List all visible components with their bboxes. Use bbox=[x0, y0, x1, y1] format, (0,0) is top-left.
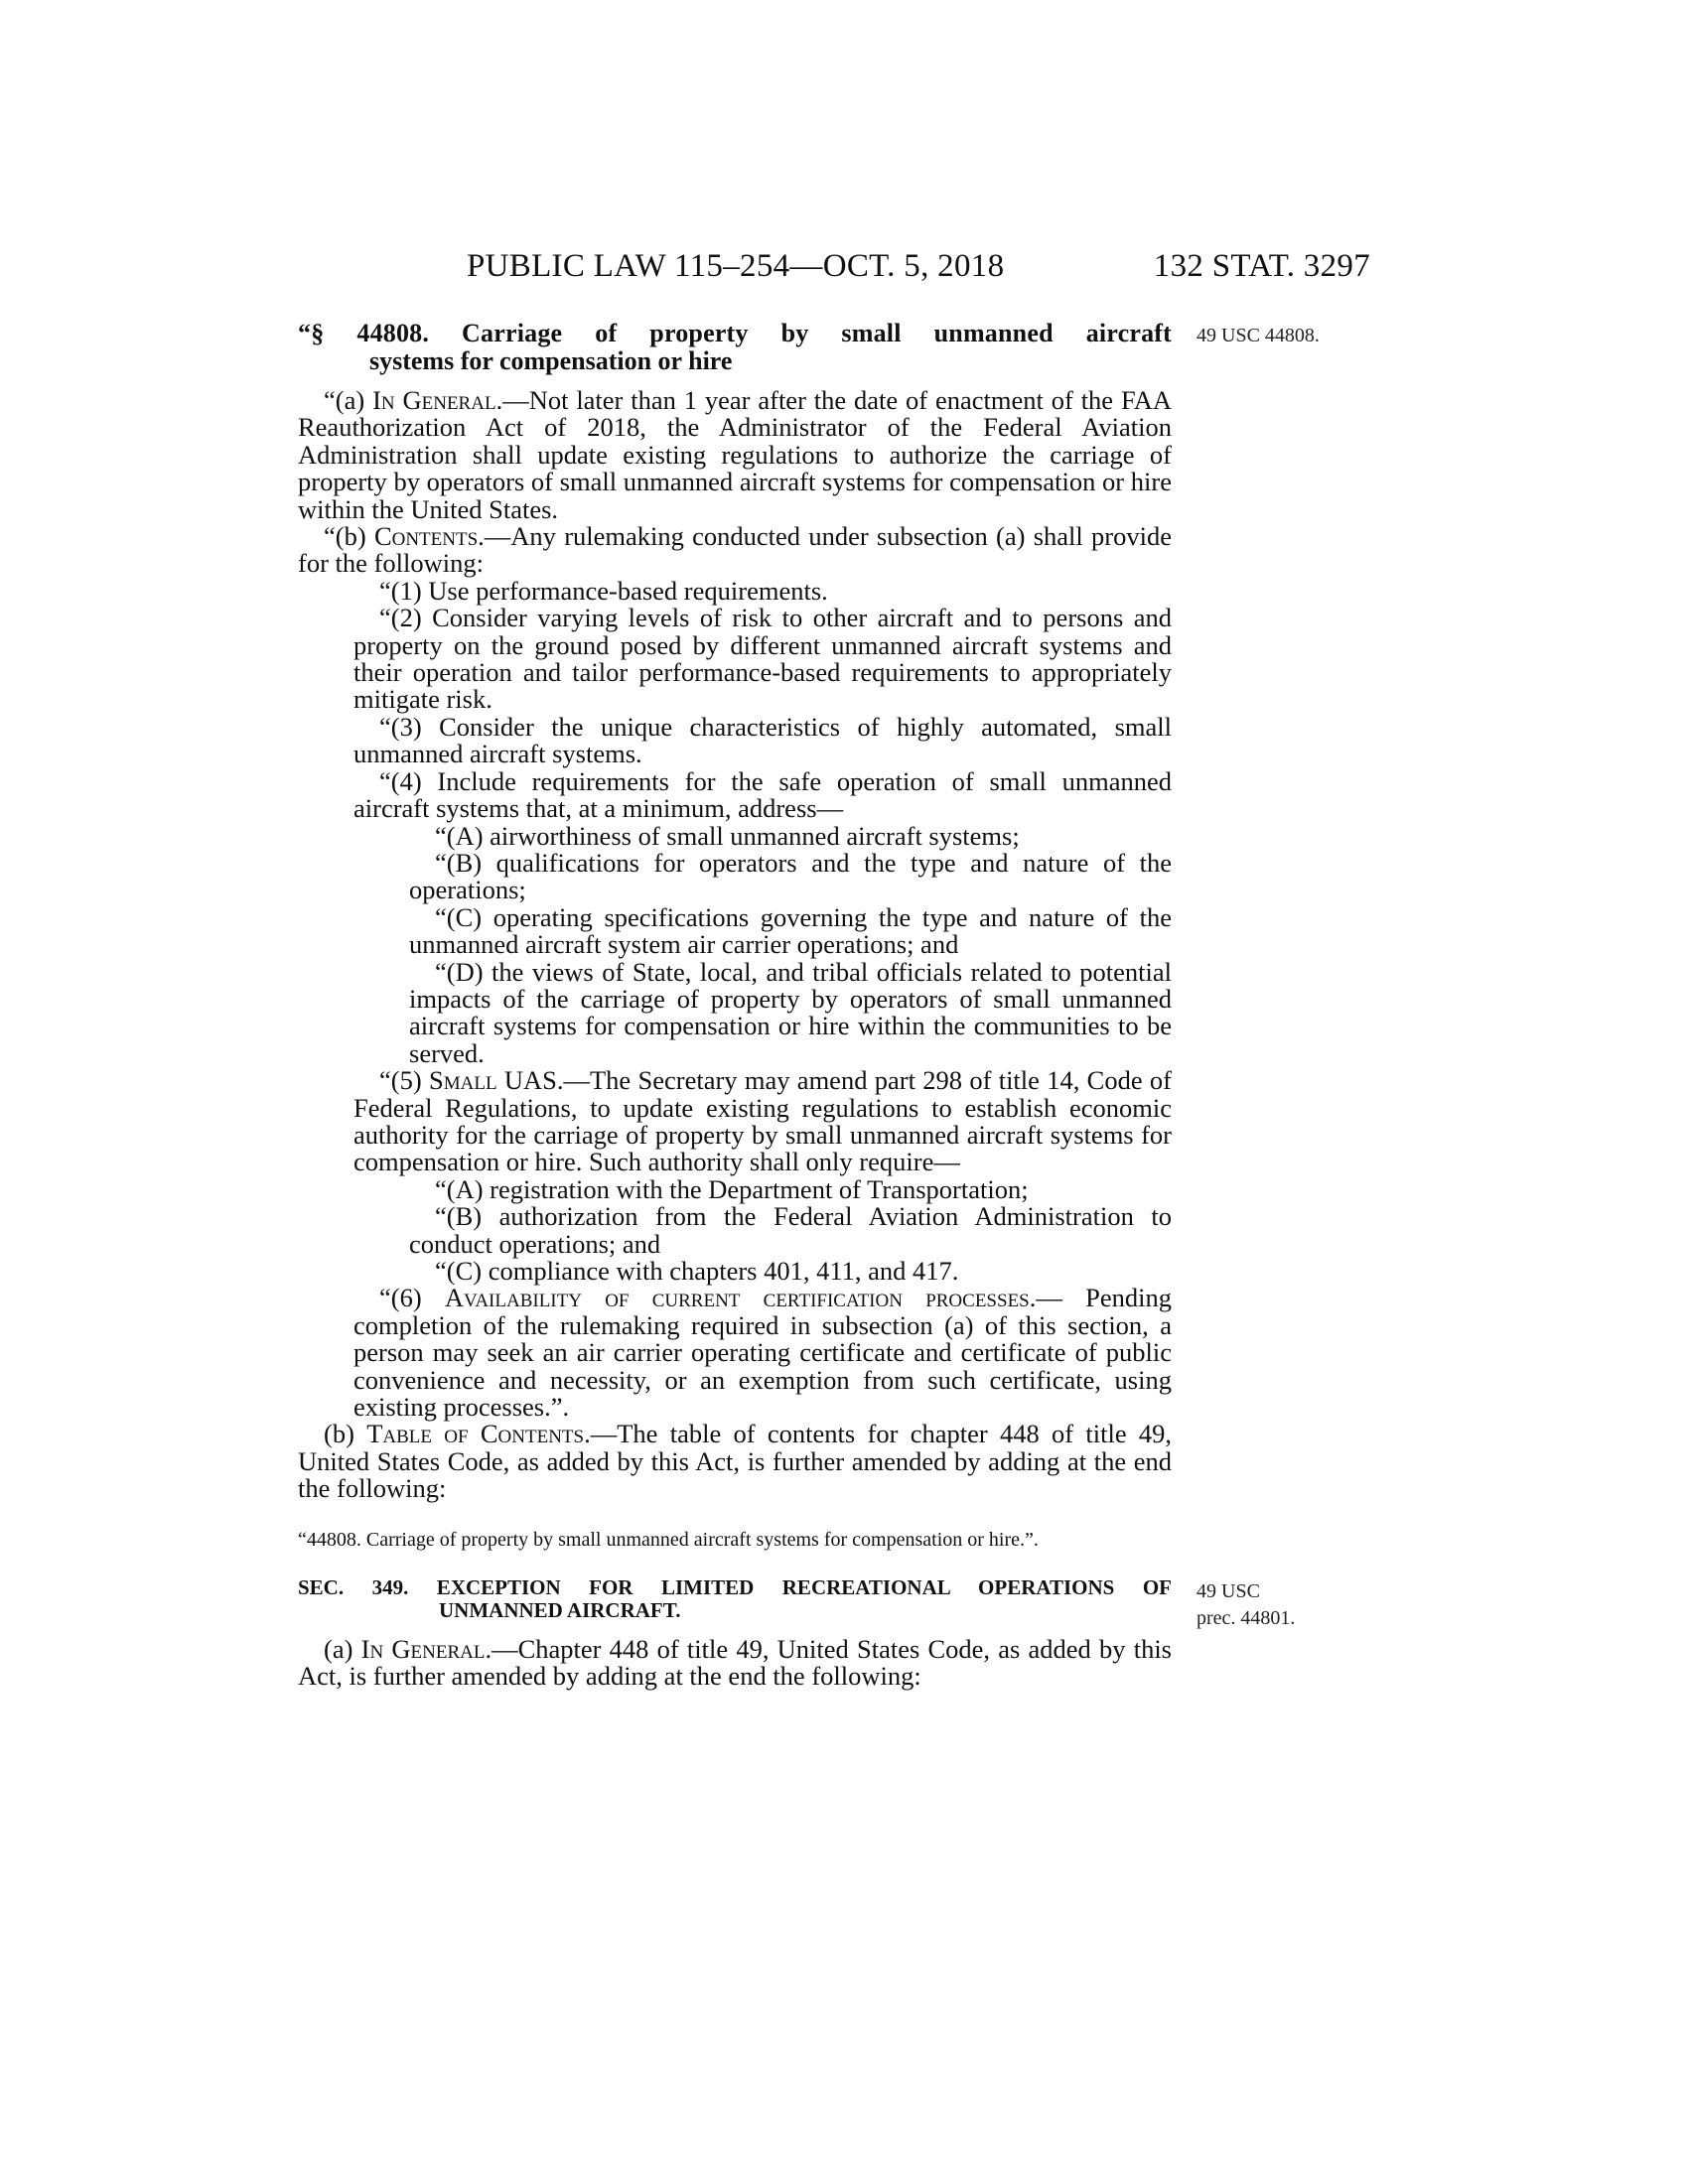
paragraph-1: “(1) Use performance-based requirements. bbox=[379, 575, 828, 606]
paragraph-5-c: “(C) compliance with chapters 401, 411, and 417. bbox=[435, 1256, 959, 1286]
paragraph-3: “(3) Consider the unique characteristics of highly automated, small unmanned aircraft systems. bbox=[353, 711, 1172, 769]
paragraph-6 bbox=[298, 1285, 1172, 1421]
margin-note-prec-line1: 49 USC bbox=[1196, 1580, 1260, 1602]
paragraph-5-text: .—The Secretary may amend part 298 of title 14, Code of Federal Regulations, to update existing regulations to establish economic authority for the carriage of property by small unmanned aircraft systems for compensation or hire. Such authority shall only require— bbox=[353, 1065, 1172, 1177]
paragraph-2: “(2) Consider varying levels of risk to other aircraft and to persons and property on the ground posed by different unmanned aircraft systems and their operation and tailor performance-based requirements to appropriately mitigate risk. bbox=[353, 603, 1172, 715]
margin-note-44808: 49 USC 44808. bbox=[1196, 325, 1320, 346]
paragraph-4-b: “(B) qualifications for operators and the type and nature of the operations; bbox=[409, 847, 1172, 905]
subsection-b bbox=[298, 523, 1172, 578]
subsection-b-open: “(b) bbox=[324, 521, 374, 552]
section-349-a-caption: In General bbox=[360, 1633, 486, 1664]
section-heading-44808-cont: systems for compensation or hire bbox=[369, 346, 733, 375]
section-349-heading: SEC. 349. EXCEPTION FOR LIMITED RECREATIONAL OPERATIONS OF bbox=[298, 1574, 1172, 1599]
paragraph-5 bbox=[298, 1067, 1172, 1176]
section-349-subsection-a bbox=[298, 1633, 1172, 1692]
subsection-b-toc bbox=[298, 1421, 1172, 1502]
subsection-a-caption: In General bbox=[372, 385, 496, 415]
subsection-b-caption: Contents bbox=[373, 521, 479, 552]
page-number: 132 STAT. 3297 bbox=[1153, 248, 1370, 284]
paragraph-6-text: .— Pending completion of the rulemaking required in subsection (a) of this section, a person may seek an air carrier operating certificate and certificate of public convenience and necessity, or an exemption from such certificate, using existing processes.”. bbox=[353, 1283, 1172, 1423]
margin-note-prec bbox=[1196, 1578, 1295, 1632]
paragraph-6-caption: Availability of current certification processes bbox=[444, 1283, 1030, 1313]
subsection-a bbox=[298, 387, 1172, 523]
paragraph-4-c: “(C) operating specifications governing the type and nature of the unmanned aircraft system air carrier operations; and bbox=[409, 901, 1172, 960]
paragraph-4-a: “(A) airworthiness of small unmanned aircraft systems; bbox=[435, 820, 1020, 851]
paragraph-5-b: “(B) authorization from the Federal Aviation Administration to conduct operations; and bbox=[409, 1201, 1172, 1259]
margin-note-prec-line2: prec. 44801. bbox=[1196, 1607, 1296, 1629]
toc-b-open: (b) bbox=[324, 1419, 367, 1449]
section-349-a-text: .—Chapter 448 of title 49, United States Code, as added by this Act, is further amended by adding at the end the following: bbox=[298, 1633, 1172, 1692]
subsection-a-open: “(a) bbox=[324, 385, 373, 415]
subsection-a-text: .—Not later than 1 year after the date of enactment of the FAA Reauthorization Act of 2018, the Administrator of the Federal Aviation Administration shall update existing regulations to authorize the carriage of property by operators of small unmanned aircraft systems for compensation or hire within the United States. bbox=[298, 385, 1172, 524]
toc-entry: “44808. Carriage of property by small unmanned aircraft systems for compensation or hire.”. bbox=[298, 1528, 1039, 1551]
section-349-a-open: (a) bbox=[324, 1633, 361, 1664]
toc-b-caption: Table of Contents bbox=[366, 1419, 585, 1449]
paragraph-5-caption: Small UAS bbox=[428, 1065, 557, 1096]
toc-b-text: .—The table of contents for chapter 448 of title 49, United States Code, as added by this Act, is further amended by adding at the end the following: bbox=[298, 1419, 1173, 1504]
paragraph-4: “(4) Include requirements for the safe operation of small unmanned aircraft systems that, at a minimum, address— bbox=[353, 765, 1172, 824]
section-349-heading-cont: UNMANNED AIRCRAFT. bbox=[439, 1597, 681, 1622]
page-header bbox=[467, 248, 1370, 292]
subsection-b-text: .—Any rulemaking conducted under subsection (a) shall provide for the following: bbox=[298, 521, 1172, 579]
paragraph-4-d: “(D) the views of State, local, and tribal officials related to potential impacts of the carriage of property by operators of small unmanned aircraft systems for compensation or hire within the communities to be served. bbox=[409, 956, 1172, 1068]
document-body bbox=[298, 320, 1172, 1690]
running-head: PUBLIC LAW 115–254—OCT. 5, 2018 bbox=[467, 248, 1005, 284]
paragraph-5-open: “(5) bbox=[379, 1065, 429, 1096]
section-heading-44808: “§ 44808. Carriage of property by small unmanned aircraft bbox=[298, 319, 1172, 347]
paragraph-6-open: “(6) bbox=[379, 1283, 445, 1313]
paragraph-5-a: “(A) registration with the Department of Transportation; bbox=[435, 1173, 1029, 1204]
